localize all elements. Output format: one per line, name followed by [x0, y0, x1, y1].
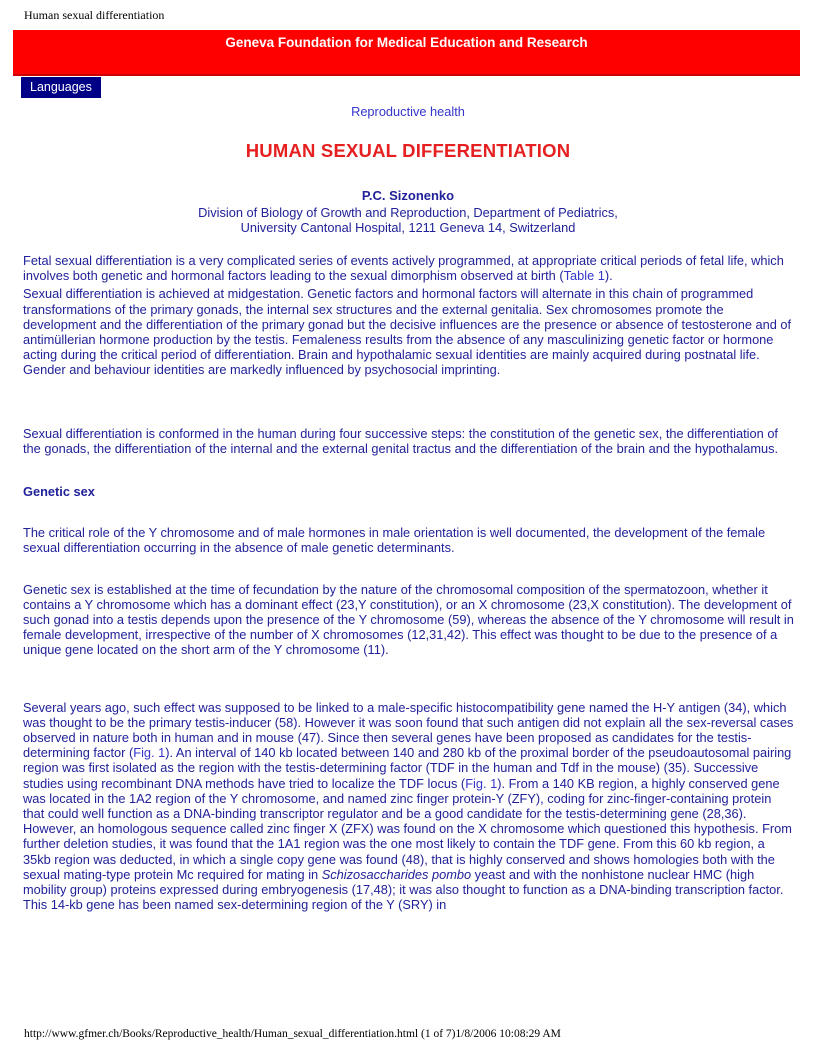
section-heading-genetic-sex: Genetic sex — [23, 484, 95, 500]
body-text: Sexual differentiation is achieved at midgestation. Genetic factors and hormonal factors will alternate in this chain of programmed transformations of the primary gonads, the internal sex structures and the external genitalia. Sex chromosomes promote the development and the differentiation of the primary gonad but the decisive influences are the presence or absence of testosterone and of antimüllerian hormone production by the testis. Femaleness results from the absence of any masculinizing genetic factor or hormone acting during the critical period of differentiation. Brain and hypothalamic sexual identities are mainly acquired during postnatal life. Gender and behaviour identities are markedly influenced by psychosocial imprinting. — [23, 286, 792, 378]
body-text: Fetal sexual differentiation is a very complicated series of events actively programmed, at appropriate critical periods of fetal life, which involves both genetic and hormonal factors leading to the sexual dimorphism observed at birth ( — [23, 253, 784, 284]
article-body — [23, 253, 794, 941]
inline-reference-link[interactable]: Fig. 1 — [465, 775, 498, 791]
paragraph-hy-antigen-tdf — [23, 700, 794, 913]
page-title: HUMAN SEXUAL DIFFERENTIATION — [245, 140, 571, 161]
inline-reference-link[interactable]: Fig. 1 — [133, 745, 166, 761]
body-text: The critical role of the Y chromosome and of male hormones in male orientation is well documented, the development of the female sexual differentiation occurring in the absence of male genetic determinants. — [23, 525, 766, 556]
body-text: ). — [604, 268, 613, 284]
paragraph-intro-2 — [23, 286, 794, 377]
body-text: Genetic sex is established at the time of fecundation by the nature of the chromosomal composition of the spermatozoon, whether it contains a Y chromosome which has a dominant effect (23,Y constitution), or an X chromosome (23,X constitution). The development of such gonad into a testis depends upon the presence of the Y chromosome (59), whereas the absence of the Y chromosome will result in female development, irrespective of the number of X chromosomes (12,31,42). This effect was thought to be due to the presence of a unique gene located on the short arm of the Y chromosome (11). — [23, 581, 794, 658]
body-text: ). From a 140 KB region, a highly conserved gene was located in the 1A2 region of the Y chromosome, and named zinc finger protein-Y (ZFY), coding for zinc-finger-containing protein that could well function as a DNA-binding transcriptor regulator and be a good candidate for the testis-determining gene (28,36). However, an homologous sequence called zinc finger X (ZFX) was found on the X chromosome which questioned this hypothesis. From further deletion studies, it was found that the 1A1 region was the one most likely to contain the TDF gene. From this 60 kb region, a 35kb region was deducted, in which a single copy gene was found (48), that is highly conserved and shows homologies both with the sexual mating-type protein Mc required for mating in — [23, 775, 792, 882]
author-name: P.C. Sizonenko — [361, 188, 455, 203]
inline-reference-link[interactable]: Table 1 — [563, 268, 605, 284]
body-text: ). An interval of 140 kb located between 140 and 280 kb of the proximal border of the pseudoautosomal pairing region was first isolated as the region with the testis-determining factor (TDF in the human and Tdf in the mouse) (35). Successive studies using recombinant DNA methods have tried to localize the TDF locus ( — [23, 745, 792, 791]
site-banner — [13, 30, 800, 76]
body-text: yeast and with the nonhistone nuclear HMC (high mobility group) proteins expressed during embryogenesis (17,48); it was also thought to function as a DNA-binding transcription factor. This 14-kb gene has been named sex-determining region of the Y (SRY) in — [23, 866, 784, 913]
paragraph-intro-1 — [23, 253, 794, 283]
author-affiliation-line2: University Cantonal Hospital, 1211 Geneva 14, Switzerland — [240, 220, 576, 235]
body-text: Sexual differentiation is conformed in the human during four successive steps: the constitution of the genetic sex, the differentiation of the gonads, the differentiation of the internal and the external genital tractus and the differentiation of the brain and the hypothalamus. — [23, 425, 779, 456]
paragraph-y-chromosome-role — [23, 525, 794, 555]
body-text: Several years ago, such effect was supposed to be linked to a male-specific histocompatibility gene named the H-Y antigen (34), which was thought to be the primary testis-inducer (58). However it was soon found that such antigen did not explain all the sex-reversal cases observed in nature both in human and in mouse (47). Since then several genes have been proposed as candidates for the testis-determining factor ( — [23, 699, 794, 761]
print-header-title: Human sexual differentiation — [24, 8, 165, 22]
category-link-reproductive-health[interactable]: Reproductive health — [351, 104, 465, 119]
print-footer-url: http://www.gfmer.ch/Books/Reproductive_health/Human_sexual_differentiation.html (1 of 7)1/8/2006 10:08:29 AM — [24, 1028, 561, 1040]
author-affiliation-line1: Division of Biology of Growth and Reproduction, Department of Pediatrics, — [198, 205, 618, 220]
paragraph-four-steps — [23, 426, 794, 456]
italic-species-name: Schizosaccharides pombo — [321, 866, 472, 882]
paragraph-genetic-sex-established — [23, 582, 794, 658]
languages-button[interactable]: Languages — [21, 77, 101, 98]
site-banner-title: Geneva Foundation for Medical Education and Research — [225, 35, 588, 50]
